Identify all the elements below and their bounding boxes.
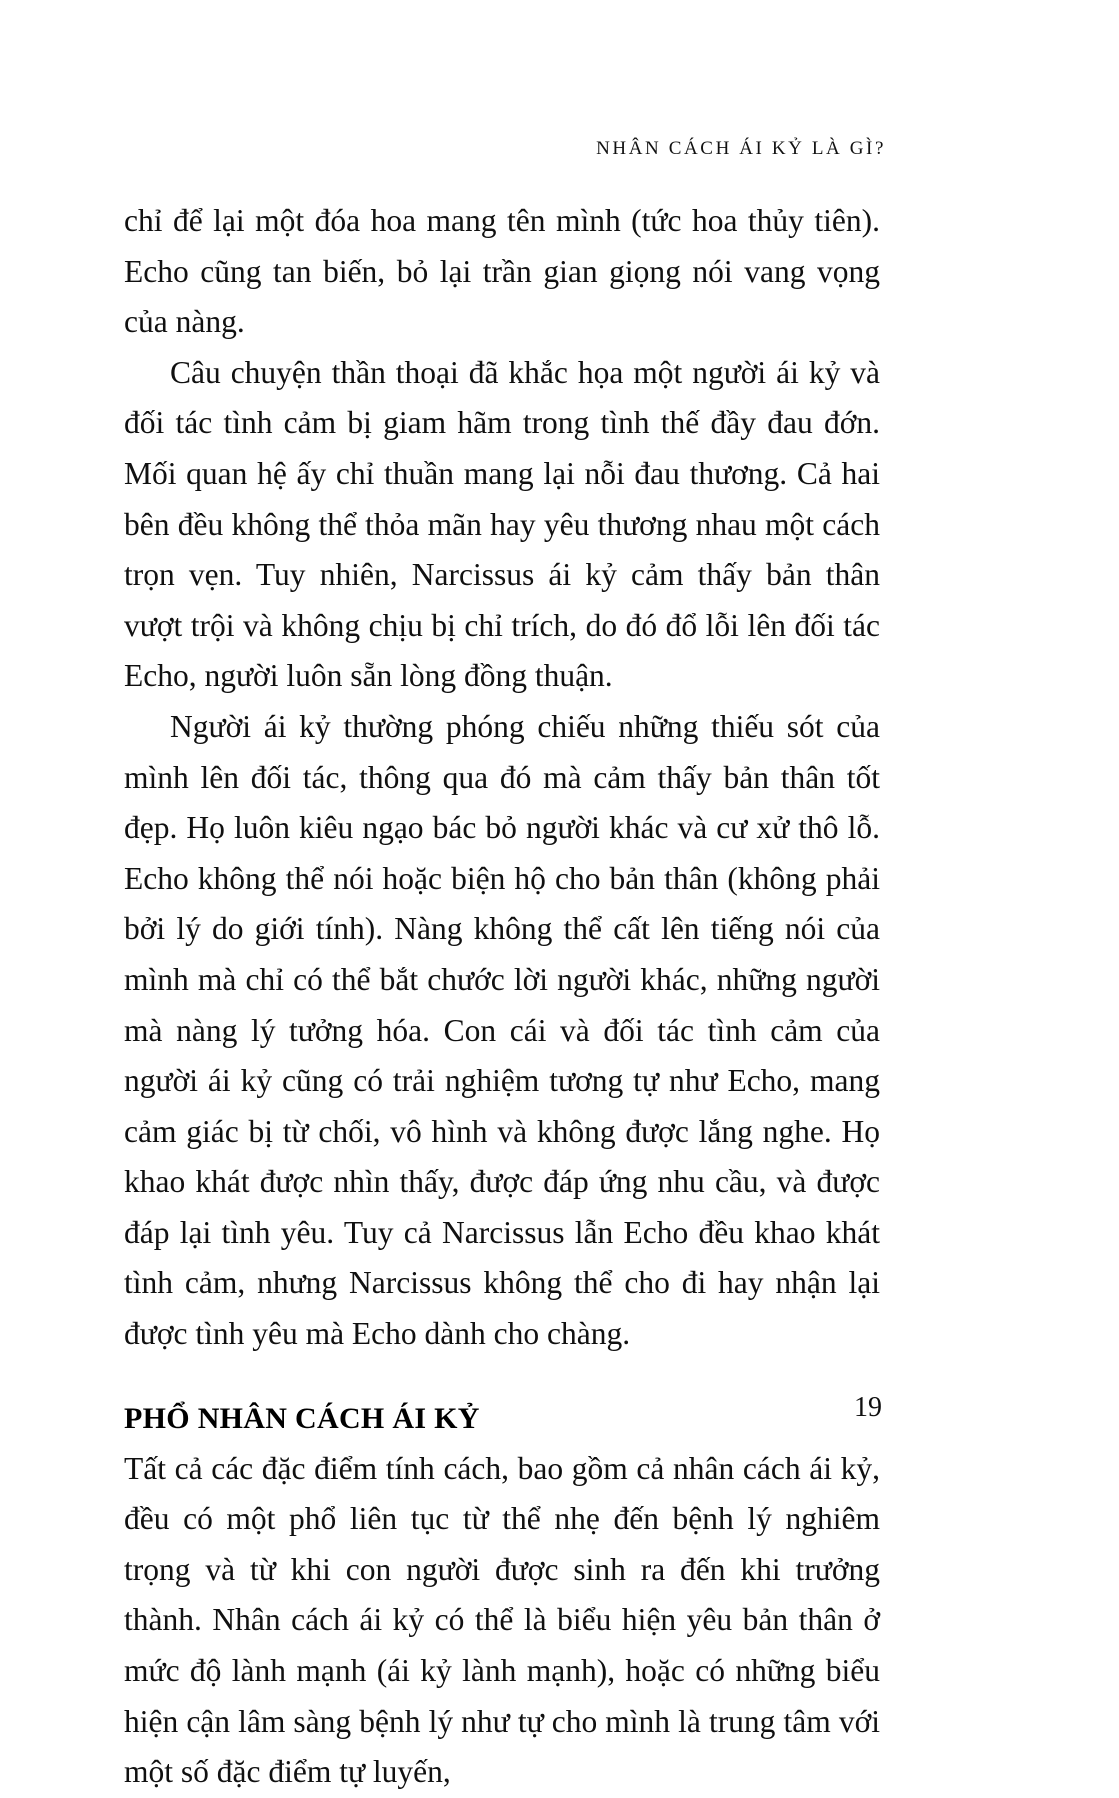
- paragraph-2: Câu chuyện thần thoại đã khắc họa một người ái kỷ và đối tác tình cảm bị giam hãm trong tình thế đầy đau đớn. Mối quan hệ ấy chỉ thuần mang lại nỗi đau thương. Cả hai bên đều không thể thỏa mãn hay yêu thương nhau một cách trọn vẹn. Tuy nhiên, Narcissus ái kỷ cảm thấy bản thân vượt trội và không chịu bị chỉ trích, do đó đổ lỗi lên đối tác Echo, người luôn sẵn lòng đồng thuận.: [124, 354, 880, 694]
- text-column: [124, 196, 880, 1798]
- page-number: 19: [854, 1392, 882, 1423]
- paragraph-1: chỉ để lại một đóa hoa mang tên mình (tức hoa thủy tiên). Echo cũng tan biến, bỏ lại trần gian giọng nói vang vọng của nàng.: [124, 203, 880, 340]
- section-heading: PHỔ NHÂN CÁCH ÁI KỶ: [124, 1401, 480, 1435]
- section-paragraph: Tất cả các đặc điểm tính cách, bao gồm cả nhân cách ái kỷ, đều có một phổ liên tục từ thể nhẹ đến bệnh lý nghiêm trọng và từ khi con người được sinh ra đến khi trưởng thành. Nhân cách ái kỷ có thể là biểu hiện yêu bản thân ở mức độ lành mạnh (ái kỷ lành mạnh), hoặc có những biểu hiện cận lâm sàng bệnh lý như tự cho mình là trung tâm với một số đặc điểm tự luyến,: [124, 1450, 880, 1790]
- running-header: NHÂN CÁCH ÁI KỶ LÀ GÌ?: [596, 138, 886, 159]
- paragraph-3: Người ái kỷ thường phóng chiếu những thiếu sót của mình lên đối tác, thông qua đó mà cảm thấy bản thân tốt đẹp. Họ luôn kiêu ngạo bác bỏ người khác và cư xử thô lỗ. Echo không thể nói hoặc biện hộ cho bản thân (không phải bởi lý do giới tính). Nàng không thể cất lên tiếng nói của mình mà chỉ có thể bắt chước lời người khác, những người mà nàng lý tưởng hóa. Con cái và đối tác tình cảm của người ái kỷ cũng có trải nghiệm tương tự như Echo, mang cảm giác bị từ chối, vô hình và không được lắng nghe. Họ khao khát được nhìn thấy, được đáp ứng nhu cầu, và được đáp lại tình yêu. Tuy cả Narcissus lẫn Echo đều khao khát tình cảm, nhưng Narcissus không thể cho đi hay nhận lại được tình yêu mà Echo dành cho chàng.: [124, 708, 880, 1352]
